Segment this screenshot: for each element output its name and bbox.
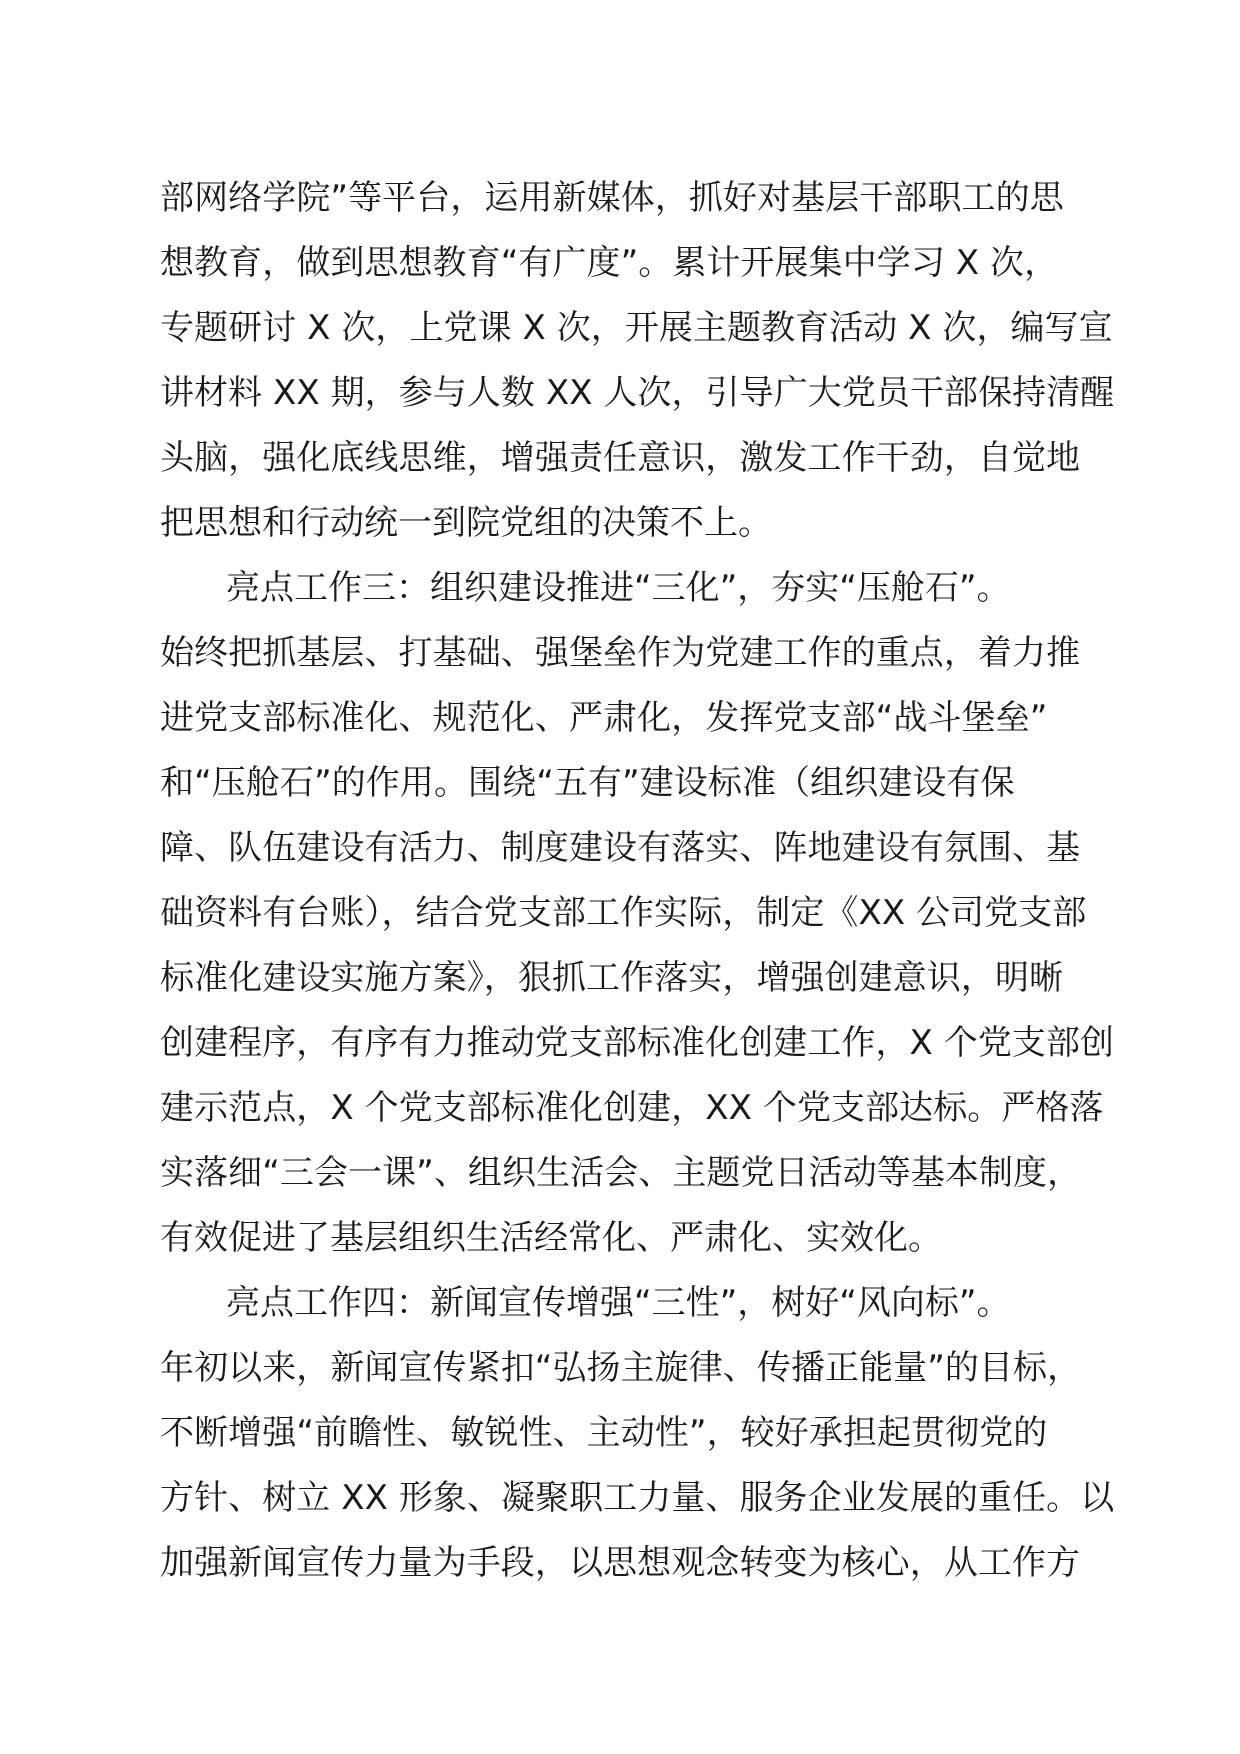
text-line: 加强新闻宣传力量为手段，以思想观念转变为核心，从工作方 [160,1543,1081,1583]
text-line: 年初以来，新闻宣传紧扣“弘扬主旋律、传播正能量”的目标， [160,1348,1082,1388]
text-line: 实落细“三会一课”、组织生活会、主题党日活动等基本制度， [160,1153,1082,1193]
text-line: 把思想和行动统一到院党组的决策不上。 [160,503,772,543]
text-line: 专题研讨 X 次，上党课 X 次，开展主题教育活动 X 次，编写宣 [160,308,1113,348]
text-line: 进党支部标准化、规范化、严肃化，发挥党支部“战斗堡垒” [160,698,1048,738]
text-line: 讲材料 XX 期，参与人数 XX 人次，引导广大党员干部保持清醒 [160,373,1115,413]
text-line: 方针、树立 XX 形象、凝聚职工力量、服务企业发展的重任。以 [160,1478,1115,1518]
text-line: 头脑，强化底线思维，增强责任意识，激发工作干劲，自觉地 [160,438,1081,478]
text-line: 建示范点，X 个党支部标准化创建，XX 个党支部达标。严格落 [160,1088,1104,1128]
text-line: 标准化建设实施方案》，狠抓工作落实，增强创建意识，明晰 [160,958,1064,998]
text-line: 障、队伍建设有活力、制度建设有落实、阵地建设有氛围、基 [160,828,1081,868]
text-line: 础资料有台账），结合党支部工作实际，制定《XX 公司党支部 [160,893,1087,933]
text-line: 亮点工作三：组织建设推进“三化”，夯实“压舱石”。 [226,568,1011,608]
text-line: 和“压舱石”的作用。围绕“五有”建设标准（组织建设有保 [160,763,1015,803]
text-line: 始终把抓基层、打基础、强堡垒作为党建工作的重点，着力推 [160,633,1081,673]
text-line: 创建程序，有序有力推动党支部标准化创建工作，X 个党支部创 [160,1023,1115,1063]
text-line: 部网络学院”等平台，运用新媒体，抓好对基层干部职工的思 [160,178,1064,218]
text-line: 不断增强“前瞻性、敏锐性、主动性”，较好承担起贯彻党的 [160,1413,1048,1453]
text-line: 亮点工作四：新闻宣传增强“三性”，树好“风向标”。 [226,1283,1011,1323]
text-line: 想教育，做到思想教育“有广度”。累计开展集中学习 X 次， [160,243,1059,283]
body-text [160,166,1120,1596]
text-line: 有效促进了基层组织生活经常化、严肃化、实效化。 [160,1218,942,1258]
